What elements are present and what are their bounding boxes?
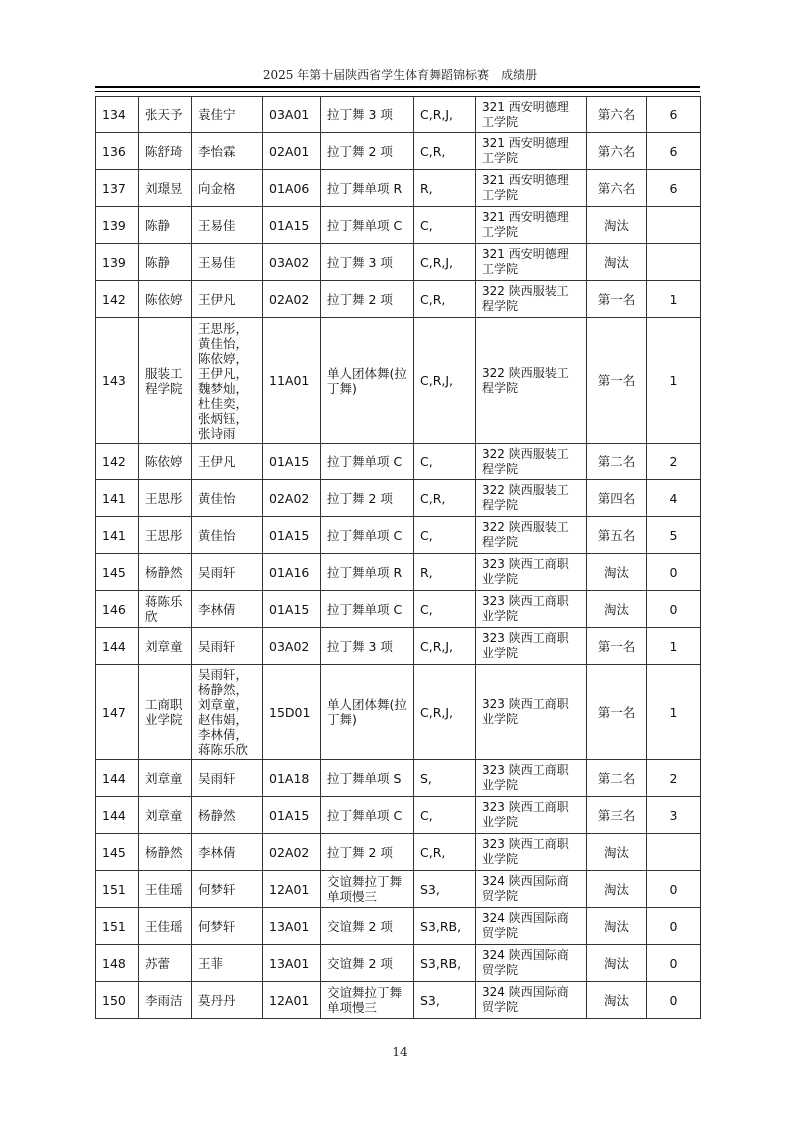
cell-dances: C,R,J, bbox=[414, 628, 476, 665]
cell-score: 0 bbox=[647, 871, 701, 908]
table-row bbox=[96, 133, 701, 170]
cell-event-code: 01A15 bbox=[263, 591, 321, 628]
cell-number: 143 bbox=[96, 318, 139, 444]
cell-number: 139 bbox=[96, 244, 139, 281]
table-row bbox=[96, 554, 701, 591]
results-body bbox=[96, 97, 701, 1019]
cell-rank: 第一名 bbox=[587, 318, 647, 444]
cell-rank: 第六名 bbox=[587, 97, 647, 133]
cell-score: 2 bbox=[647, 444, 701, 480]
cell-event: 拉丁舞 2 项 bbox=[321, 834, 414, 871]
cell-rank: 第一名 bbox=[587, 281, 647, 318]
cell-school: 323 陕西工商职业学院 bbox=[476, 834, 587, 871]
cell-rank: 第六名 bbox=[587, 170, 647, 207]
cell-partner: 吴雨轩 bbox=[192, 628, 263, 665]
cell-number: 146 bbox=[96, 591, 139, 628]
cell-number: 144 bbox=[96, 628, 139, 665]
cell-rank: 第三名 bbox=[587, 797, 647, 834]
cell-rank: 淘汰 bbox=[587, 871, 647, 908]
cell-score: 1 bbox=[647, 281, 701, 318]
cell-event: 交谊舞 2 项 bbox=[321, 908, 414, 945]
cell-score: 0 bbox=[647, 554, 701, 591]
cell-rank: 淘汰 bbox=[587, 945, 647, 982]
table-row bbox=[96, 318, 701, 444]
cell-event: 拉丁舞单项 C bbox=[321, 517, 414, 554]
header-rule-thick bbox=[95, 86, 700, 88]
cell-score: 3 bbox=[647, 797, 701, 834]
cell-event: 拉丁舞 3 项 bbox=[321, 244, 414, 281]
table-row bbox=[96, 628, 701, 665]
cell-dances: S3, bbox=[414, 982, 476, 1019]
cell-event: 交谊舞拉丁舞单项慢三 bbox=[321, 982, 414, 1019]
table-row bbox=[96, 97, 701, 133]
cell-rank: 第四名 bbox=[587, 480, 647, 517]
cell-number: 137 bbox=[96, 170, 139, 207]
cell-rank: 淘汰 bbox=[587, 908, 647, 945]
table-row bbox=[96, 480, 701, 517]
table-row bbox=[96, 591, 701, 628]
cell-dances: C, bbox=[414, 444, 476, 480]
table-row bbox=[96, 207, 701, 244]
table-row bbox=[96, 982, 701, 1019]
cell-number: 136 bbox=[96, 133, 139, 170]
cell-event: 交谊舞 2 项 bbox=[321, 945, 414, 982]
cell-school: 323 陕西工商职业学院 bbox=[476, 591, 587, 628]
cell-event-code: 12A01 bbox=[263, 871, 321, 908]
cell-event: 拉丁舞 2 项 bbox=[321, 281, 414, 318]
cell-number: 151 bbox=[96, 908, 139, 945]
cell-score: 1 bbox=[647, 665, 701, 760]
cell-rank: 淘汰 bbox=[587, 207, 647, 244]
cell-event-code: 01A15 bbox=[263, 207, 321, 244]
cell-number: 150 bbox=[96, 982, 139, 1019]
cell-rank: 第一名 bbox=[587, 665, 647, 760]
cell-event: 拉丁舞单项 R bbox=[321, 170, 414, 207]
cell-dances: R, bbox=[414, 170, 476, 207]
cell-partner: 李林倩 bbox=[192, 591, 263, 628]
cell-school: 324 陕西国际商贸学院 bbox=[476, 871, 587, 908]
cell-number: 144 bbox=[96, 760, 139, 797]
cell-event-code: 03A02 bbox=[263, 628, 321, 665]
cell-score: 6 bbox=[647, 97, 701, 133]
table-row bbox=[96, 908, 701, 945]
cell-lead: 服装工程学院 bbox=[139, 318, 192, 444]
cell-event-code: 02A02 bbox=[263, 834, 321, 871]
cell-lead: 陈依婷 bbox=[139, 281, 192, 318]
cell-score: 2 bbox=[647, 760, 701, 797]
cell-event: 拉丁舞单项 C bbox=[321, 444, 414, 480]
cell-rank: 淘汰 bbox=[587, 982, 647, 1019]
cell-dances: S3,RB, bbox=[414, 908, 476, 945]
cell-event-code: 01A15 bbox=[263, 517, 321, 554]
cell-rank: 第二名 bbox=[587, 760, 647, 797]
cell-lead: 刘章童 bbox=[139, 797, 192, 834]
table-row bbox=[96, 834, 701, 871]
cell-rank: 第六名 bbox=[587, 133, 647, 170]
cell-rank: 第二名 bbox=[587, 444, 647, 480]
table-row bbox=[96, 760, 701, 797]
cell-lead: 李雨洁 bbox=[139, 982, 192, 1019]
cell-score: 0 bbox=[647, 591, 701, 628]
cell-lead: 王思彤 bbox=[139, 480, 192, 517]
cell-number: 142 bbox=[96, 281, 139, 318]
cell-dances: C,R,J, bbox=[414, 665, 476, 760]
cell-school: 323 陕西工商职业学院 bbox=[476, 628, 587, 665]
cell-school: 323 陕西工商职业学院 bbox=[476, 797, 587, 834]
cell-school: 323 陕西工商职业学院 bbox=[476, 760, 587, 797]
cell-event-code: 02A01 bbox=[263, 133, 321, 170]
cell-event-code: 01A16 bbox=[263, 554, 321, 591]
cell-dances: C,R, bbox=[414, 834, 476, 871]
cell-partner: 黄佳怡 bbox=[192, 480, 263, 517]
cell-school: 321 西安明德理工学院 bbox=[476, 133, 587, 170]
cell-event: 拉丁舞 2 项 bbox=[321, 480, 414, 517]
cell-event-code: 01A18 bbox=[263, 760, 321, 797]
cell-event-code: 02A02 bbox=[263, 480, 321, 517]
cell-event: 拉丁舞单项 R bbox=[321, 554, 414, 591]
table-row bbox=[96, 517, 701, 554]
cell-partner: 袁佳宁 bbox=[192, 97, 263, 133]
cell-number: 145 bbox=[96, 554, 139, 591]
cell-number: 141 bbox=[96, 517, 139, 554]
table-row bbox=[96, 871, 701, 908]
cell-number: 145 bbox=[96, 834, 139, 871]
cell-lead: 刘章童 bbox=[139, 760, 192, 797]
cell-lead: 陈静 bbox=[139, 244, 192, 281]
cell-school: 324 陕西国际商贸学院 bbox=[476, 945, 587, 982]
page-header: 2025 年第十届陕西省学生体育舞蹈锦标赛 成绩册 bbox=[262, 68, 538, 82]
cell-score bbox=[647, 207, 701, 244]
cell-partner: 杨静然 bbox=[192, 797, 263, 834]
cell-event: 拉丁舞 3 项 bbox=[321, 97, 414, 133]
table-row bbox=[96, 244, 701, 281]
cell-school: 322 陕西服装工程学院 bbox=[476, 318, 587, 444]
cell-dances: C, bbox=[414, 797, 476, 834]
cell-score bbox=[647, 244, 701, 281]
cell-lead: 刘璟昱 bbox=[139, 170, 192, 207]
cell-lead: 杨静然 bbox=[139, 554, 192, 591]
cell-event: 拉丁舞单项 C bbox=[321, 591, 414, 628]
cell-partner: 向金格 bbox=[192, 170, 263, 207]
cell-dances: S3,RB, bbox=[414, 945, 476, 982]
table-row bbox=[96, 945, 701, 982]
cell-lead: 陈静 bbox=[139, 207, 192, 244]
cell-partner: 吴雨轩 bbox=[192, 760, 263, 797]
cell-score: 0 bbox=[647, 908, 701, 945]
cell-rank: 第五名 bbox=[587, 517, 647, 554]
cell-dances: C,R, bbox=[414, 480, 476, 517]
cell-lead: 陈依婷 bbox=[139, 444, 192, 480]
cell-event-code: 02A02 bbox=[263, 281, 321, 318]
cell-dances: C,R,J, bbox=[414, 97, 476, 133]
table-row bbox=[96, 281, 701, 318]
cell-number: 144 bbox=[96, 797, 139, 834]
cell-lead: 张天予 bbox=[139, 97, 192, 133]
page-number: 14 bbox=[392, 1045, 408, 1059]
cell-number: 141 bbox=[96, 480, 139, 517]
cell-score bbox=[647, 834, 701, 871]
cell-event-code: 01A15 bbox=[263, 444, 321, 480]
cell-school: 321 西安明德理工学院 bbox=[476, 97, 587, 133]
cell-event: 拉丁舞单项 C bbox=[321, 207, 414, 244]
cell-partner: 黄佳怡 bbox=[192, 517, 263, 554]
cell-partner: 李林倩 bbox=[192, 834, 263, 871]
cell-event-code: 11A01 bbox=[263, 318, 321, 444]
cell-rank: 淘汰 bbox=[587, 834, 647, 871]
cell-score: 1 bbox=[647, 318, 701, 444]
cell-lead: 杨静然 bbox=[139, 834, 192, 871]
cell-number: 139 bbox=[96, 207, 139, 244]
cell-event: 拉丁舞 3 项 bbox=[321, 628, 414, 665]
cell-score: 5 bbox=[647, 517, 701, 554]
cell-rank: 淘汰 bbox=[587, 244, 647, 281]
cell-partner: 王易佳 bbox=[192, 244, 263, 281]
cell-number: 134 bbox=[96, 97, 139, 133]
cell-dances: C,R,J, bbox=[414, 244, 476, 281]
table-row bbox=[96, 797, 701, 834]
results-table bbox=[95, 96, 701, 1019]
cell-dances: C, bbox=[414, 207, 476, 244]
cell-partner: 王菲 bbox=[192, 945, 263, 982]
cell-dances: S, bbox=[414, 760, 476, 797]
cell-lead: 工商职业学院 bbox=[139, 665, 192, 760]
cell-dances: C,R, bbox=[414, 133, 476, 170]
cell-score: 0 bbox=[647, 982, 701, 1019]
cell-lead: 陈舒琦 bbox=[139, 133, 192, 170]
cell-dances: C,R, bbox=[414, 281, 476, 318]
cell-school: 323 陕西工商职业学院 bbox=[476, 665, 587, 760]
cell-school: 322 陕西服装工程学院 bbox=[476, 517, 587, 554]
cell-score: 6 bbox=[647, 170, 701, 207]
cell-partner: 王易佳 bbox=[192, 207, 263, 244]
cell-event-code: 13A01 bbox=[263, 908, 321, 945]
cell-number: 147 bbox=[96, 665, 139, 760]
cell-school: 321 西安明德理工学院 bbox=[476, 170, 587, 207]
cell-event: 拉丁舞单项 S bbox=[321, 760, 414, 797]
cell-event: 拉丁舞单项 C bbox=[321, 797, 414, 834]
cell-lead: 王佳瑶 bbox=[139, 871, 192, 908]
cell-score: 4 bbox=[647, 480, 701, 517]
cell-partner: 王伊凡 bbox=[192, 444, 263, 480]
cell-school: 321 西安明德理工学院 bbox=[476, 244, 587, 281]
cell-dances: S3, bbox=[414, 871, 476, 908]
cell-number: 142 bbox=[96, 444, 139, 480]
cell-partner: 李怡霖 bbox=[192, 133, 263, 170]
cell-score: 6 bbox=[647, 133, 701, 170]
cell-partner: 吴雨轩 bbox=[192, 554, 263, 591]
cell-dances: R, bbox=[414, 554, 476, 591]
cell-rank: 淘汰 bbox=[587, 554, 647, 591]
cell-dances: C, bbox=[414, 591, 476, 628]
cell-lead: 苏蕾 bbox=[139, 945, 192, 982]
cell-dances: C,R,J, bbox=[414, 318, 476, 444]
cell-partner: 王思彤，黄佳怡，陈依婷，王伊凡，魏梦灿，杜佳奕，张炳钰，张诗雨 bbox=[192, 318, 263, 444]
cell-school: 322 陕西服装工程学院 bbox=[476, 444, 587, 480]
header-rule-thin bbox=[95, 91, 700, 92]
cell-event-code: 01A15 bbox=[263, 797, 321, 834]
cell-event-code: 15D01 bbox=[263, 665, 321, 760]
cell-event-code: 03A02 bbox=[263, 244, 321, 281]
cell-score: 0 bbox=[647, 945, 701, 982]
cell-rank: 淘汰 bbox=[587, 591, 647, 628]
cell-partner: 何梦轩 bbox=[192, 871, 263, 908]
cell-partner: 王伊凡 bbox=[192, 281, 263, 318]
cell-event-code: 01A06 bbox=[263, 170, 321, 207]
cell-school: 322 陕西服装工程学院 bbox=[476, 480, 587, 517]
table-row bbox=[96, 444, 701, 480]
cell-event-code: 12A01 bbox=[263, 982, 321, 1019]
cell-rank: 第一名 bbox=[587, 628, 647, 665]
cell-lead: 刘章童 bbox=[139, 628, 192, 665]
cell-number: 151 bbox=[96, 871, 139, 908]
cell-event: 拉丁舞 2 项 bbox=[321, 133, 414, 170]
cell-school: 324 陕西国际商贸学院 bbox=[476, 982, 587, 1019]
cell-partner: 莫丹丹 bbox=[192, 982, 263, 1019]
cell-lead: 王佳瑶 bbox=[139, 908, 192, 945]
cell-school: 321 西安明德理工学院 bbox=[476, 207, 587, 244]
cell-lead: 蒋陈乐欣 bbox=[139, 591, 192, 628]
cell-event: 交谊舞拉丁舞单项慢三 bbox=[321, 871, 414, 908]
cell-event: 单人团体舞(拉丁舞) bbox=[321, 318, 414, 444]
table-row bbox=[96, 665, 701, 760]
cell-event: 单人团体舞(拉丁舞) bbox=[321, 665, 414, 760]
cell-number: 148 bbox=[96, 945, 139, 982]
cell-event-code: 13A01 bbox=[263, 945, 321, 982]
cell-school: 323 陕西工商职业学院 bbox=[476, 554, 587, 591]
table-row bbox=[96, 170, 701, 207]
cell-event-code: 03A01 bbox=[263, 97, 321, 133]
cell-school: 322 陕西服装工程学院 bbox=[476, 281, 587, 318]
cell-score: 1 bbox=[647, 628, 701, 665]
cell-lead: 王思彤 bbox=[139, 517, 192, 554]
cell-dances: C, bbox=[414, 517, 476, 554]
cell-partner: 吴雨轩，杨静然，刘章童，赵伟娟，李林倩，蒋陈乐欣 bbox=[192, 665, 263, 760]
cell-school: 324 陕西国际商贸学院 bbox=[476, 908, 587, 945]
cell-partner: 何梦轩 bbox=[192, 908, 263, 945]
